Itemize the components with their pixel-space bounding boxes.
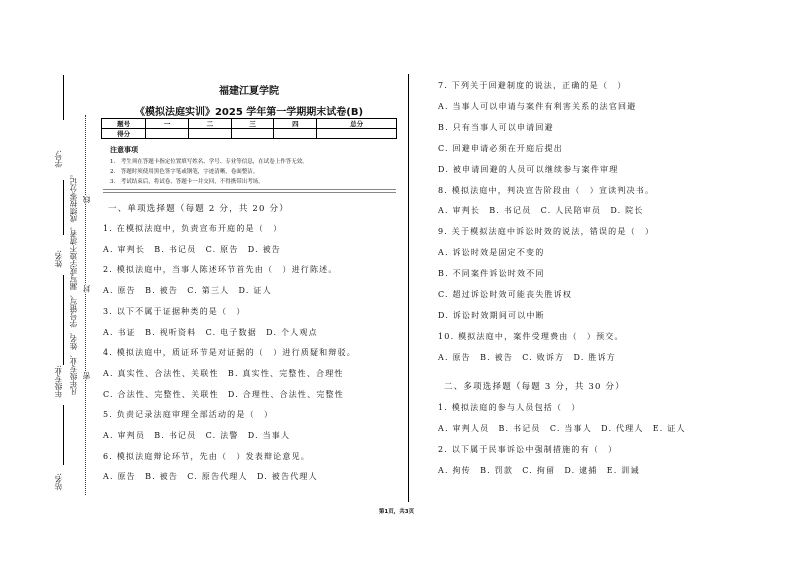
seal-mi: 密 [82,372,91,380]
notice-item: 2. 答题时须使用黑色签字笔或钢笔，字迹清晰，卷面整洁。 [110,169,259,175]
name-line [63,275,64,365]
answer-options: B. 不同案件诉讼时效不同 [438,269,545,279]
score-table [101,118,397,139]
class-label: 站名: [54,473,63,491]
question-text: 10. 模拟法庭中，案件受理费由（ ）预交。 [438,331,624,341]
notice-item: 1. 考生须在答题卡指定位置填写姓名、学号、专业等信息，在试卷上作答无效。 [110,159,308,165]
answer-options: C. 合法性、完整性、关联性 D. 合理性、合法性、完整性 [103,389,344,399]
grade-major-line [63,405,64,465]
exam-title: 《模拟法庭实训》2025 学年第一学期期末试卷(B) [134,107,364,118]
answer-options: A. 审判人员 B. 书记员 C. 当事人 D. 代理人 E. 证人 [438,424,686,433]
answer-options: A. 真实性、合法性、关联性 B. 真实性、完整性、合理性 [103,368,344,378]
answer-options: C. 超过诉讼时效可能丧失胜诉权 [438,290,573,299]
name-label: 姓名: [54,250,63,268]
binding-warning: 凡年级专业、姓名、学号错写、漏写或字迹不清者，成绩按零分记。 [69,170,78,395]
score-cell[interactable] [317,129,397,139]
answer-options: A. 审判长 B. 书记员 C. 原告 D. 被告 [103,244,281,254]
question-text: 6. 模拟法庭辩论环节，先由（ ）发表辩论意见。 [103,451,310,461]
cell: 四 [274,119,317,129]
question-text: 1. 在模拟法庭中，负责宣布开庭的是（ ） [103,224,283,233]
answer-options: A. 诉讼时效是固定不变的 [438,248,545,258]
answer-options: A. 当事人可以申请与案件有利害关系的法官回避 [438,101,637,111]
answer-options: D. 诉讼时效期间可以中断 [438,310,545,320]
student-id-label: 学号: [54,150,63,168]
question-text: 3. 以下不属于证据种类的是（ ） [103,306,246,316]
question-text: 7. 下列关于回避制度的说法，正确的是（ ） [438,81,627,90]
answer-options: C. 回避申请必须在开庭后提出 [438,143,563,153]
answer-options: A. 原告 B. 被告 C. 第三人 D. 证人 [103,286,272,296]
seal-feng: 封 [82,285,91,293]
score-cell[interactable] [146,129,189,139]
answer-options: A. 原告 B. 被告 C. 败诉方 D. 胜诉方 [438,352,616,362]
double-divider [103,189,396,193]
column-divider [408,74,409,502]
seal-xian: 线 [82,196,91,204]
question-text: 2. 以下属于民事诉讼中强制措施的有（ ） [438,445,618,454]
answer-options: A. 拘传 B. 罚款 C. 拘留 D. 逮捕 E. 训诫 [438,466,640,475]
answer-options: B. 只有当事人可以申请回避 [438,122,554,132]
score-table-header-row [102,119,397,129]
notice-heading: 注意事项 [110,146,138,154]
section-2-heading: 二、多项选择题（每题 3 分，共 30 分） [444,382,625,392]
school-name: 福建江夏学院 [219,86,279,97]
question-text: 2. 模拟法庭中，当事人陈述环节首先由（ ）进行陈述。 [103,265,338,275]
score-cell[interactable] [274,129,317,139]
answer-options: A. 审判长 B. 书记员 C. 人民陪审员 D. 院长 [438,206,644,216]
cell: 总分 [317,119,397,129]
question-text: 1. 模拟法庭的参与人员包括（ ） [438,403,581,412]
section-1-heading: 一、单项选择题（每题 2 分，共 20 分） [108,204,289,214]
cell: 题号 [102,119,146,129]
cell: 三 [231,119,274,129]
score-table-score-row [102,129,397,139]
score-cell[interactable] [188,129,231,139]
cell: 得分 [102,129,146,139]
question-text: 8. 模拟法庭中，判决宣告阶段由（ ）宣读判决书。 [438,185,655,195]
page-number: 第1页，共3页 [378,509,415,515]
seal-dotted-line [85,115,86,495]
student-id-line [63,180,64,235]
answer-options: D. 被申请回避的人员可以继续参与案件审理 [438,164,619,174]
score-cell[interactable] [231,129,274,139]
question-text: 9. 关于模拟法庭中诉讼时效的说法，错误的是（ ） [438,227,655,237]
notice-item: 3. 考试结束后，将试卷、答题卡一并交回，不得携带出考场。 [110,179,264,185]
grade-major-label: 年级专业: [54,365,63,398]
question-text: 5. 负责记录法庭审理全部活动的是（ ） [103,410,274,420]
cell: 一 [146,119,189,129]
cell: 二 [188,119,231,129]
answer-options: A. 原告 B. 被告 C. 原告代理人 D. 被告代理人 [103,472,318,482]
question-text: 4. 模拟法庭中，质证环节是对证据的（ ）进行质疑和辩驳。 [103,348,356,358]
answer-options: A. 书证 B. 视听资料 C. 电子数据 D. 个人观点 [103,327,318,337]
answer-options: A. 审判员 B. 书记员 C. 法警 D. 当事人 [103,431,291,440]
